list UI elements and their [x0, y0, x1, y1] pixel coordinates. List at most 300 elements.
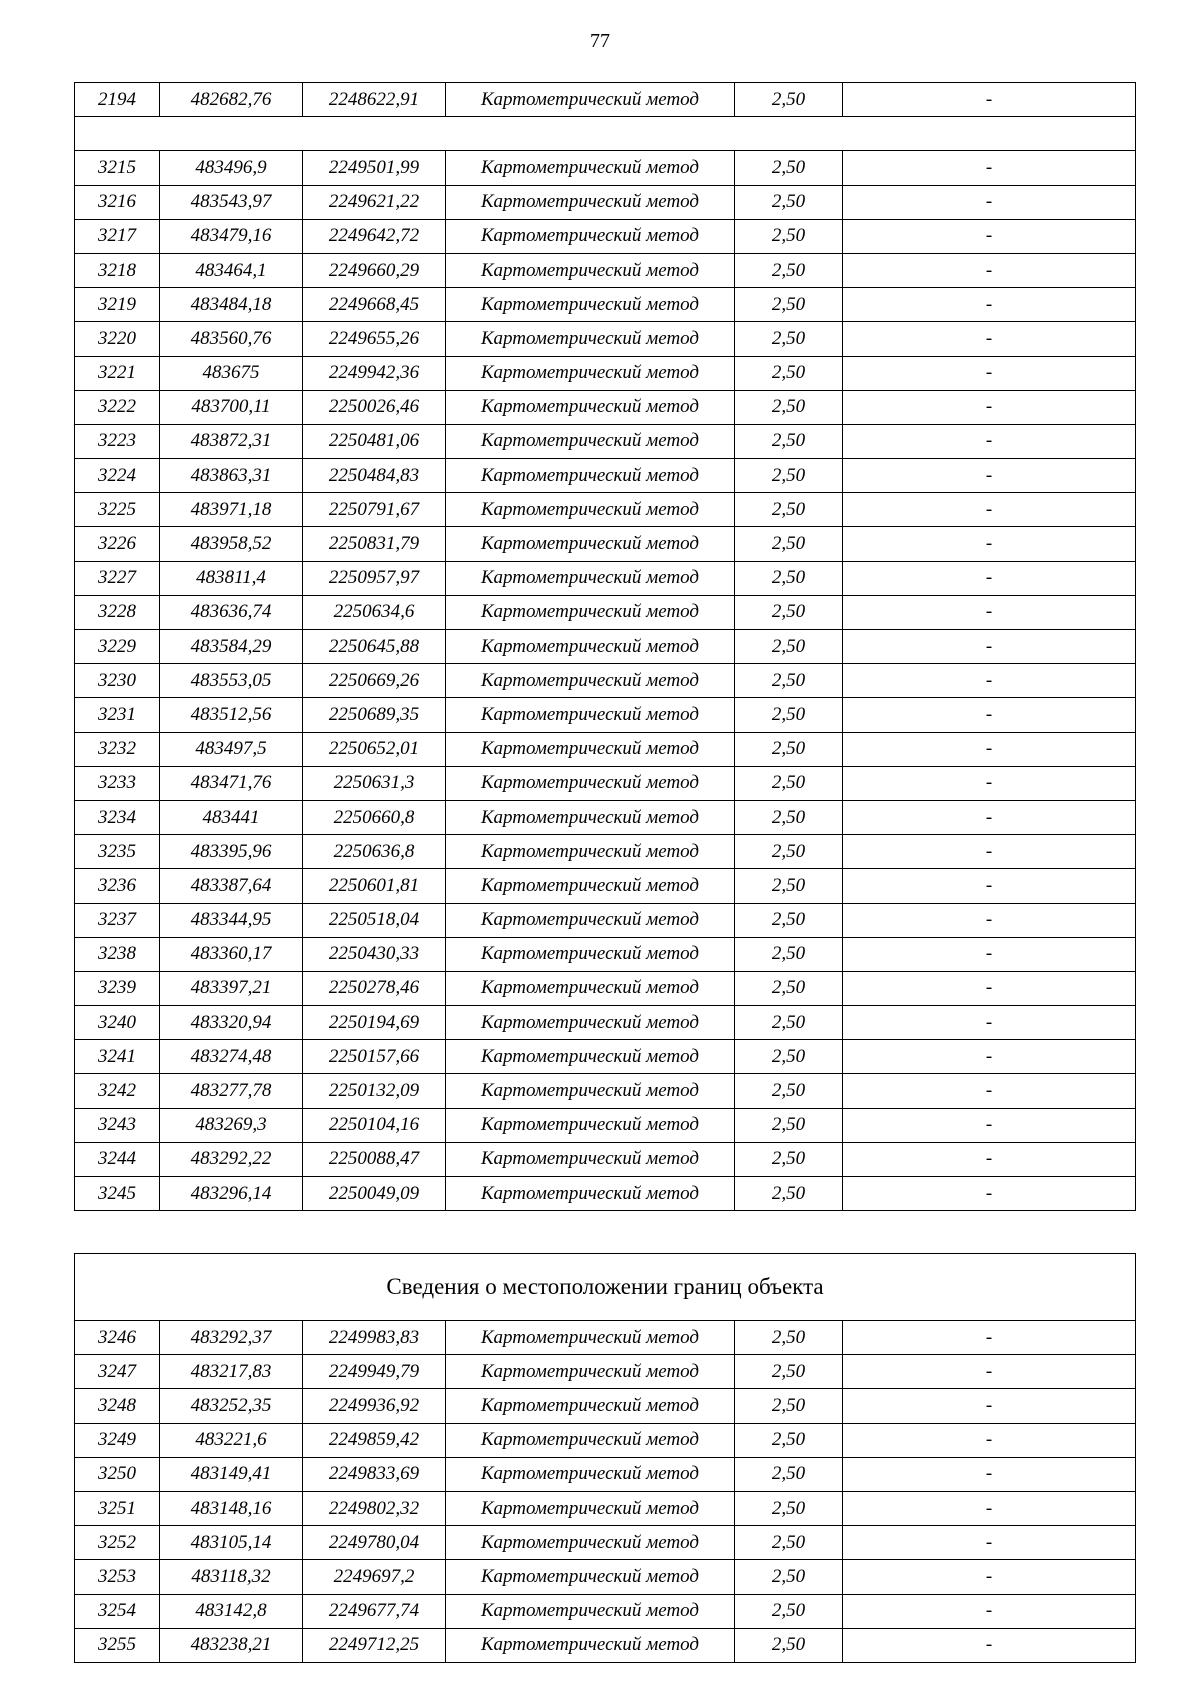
accuracy: 2,50: [735, 595, 843, 629]
note: -: [843, 1423, 1136, 1457]
coord-y: 2249660,29: [303, 253, 446, 287]
coord-x: 483105,14: [160, 1526, 303, 1560]
method: Картометрический метод: [446, 903, 735, 937]
coord-x: 483149,41: [160, 1457, 303, 1491]
note: -: [843, 664, 1136, 698]
coord-x: 483238,21: [160, 1628, 303, 1662]
coord-y: 2249983,83: [303, 1321, 446, 1355]
note: -: [843, 1389, 1136, 1423]
point-number: 3232: [75, 732, 160, 766]
accuracy: 2,50: [735, 527, 843, 561]
method: Картометрический метод: [446, 322, 735, 356]
coord-y: 2250831,79: [303, 527, 446, 561]
note: -: [843, 766, 1136, 800]
accuracy: 2,50: [735, 253, 843, 287]
coord-y: 2249668,45: [303, 288, 446, 322]
method: Картометрический метод: [446, 459, 735, 493]
note: -: [843, 1108, 1136, 1142]
point-number: 3251: [75, 1491, 160, 1525]
coord-x: 483118,32: [160, 1560, 303, 1594]
note: -: [843, 288, 1136, 322]
accuracy: 2,50: [735, 1040, 843, 1074]
point-number: 3218: [75, 253, 160, 287]
coord-x: 483320,94: [160, 1006, 303, 1040]
note: -: [843, 493, 1136, 527]
point-number: 3221: [75, 356, 160, 390]
point-number: 3236: [75, 869, 160, 903]
coord-y: 2250601,81: [303, 869, 446, 903]
coord-y: 2249677,74: [303, 1594, 446, 1628]
table-row: [75, 288, 1136, 322]
method: Картометрический метод: [446, 732, 735, 766]
point-number: 3231: [75, 698, 160, 732]
accuracy: 2,50: [735, 698, 843, 732]
point-number: 3227: [75, 561, 160, 595]
note: -: [843, 1526, 1136, 1560]
method: Картометрический метод: [446, 1040, 735, 1074]
table-row: [75, 83, 1136, 117]
note: -: [843, 561, 1136, 595]
accuracy: 2,50: [735, 766, 843, 800]
point-number: 3247: [75, 1355, 160, 1389]
method: Картометрический метод: [446, 1355, 735, 1389]
note: -: [843, 595, 1136, 629]
accuracy: 2,50: [735, 1074, 843, 1108]
point-number: 3222: [75, 390, 160, 424]
point-number: 3237: [75, 903, 160, 937]
coord-y: 2250660,8: [303, 800, 446, 834]
table-row: [75, 390, 1136, 424]
point-number: 3220: [75, 322, 160, 356]
table-row: [75, 151, 1136, 185]
coord-y: 2249712,25: [303, 1628, 446, 1662]
point-number: 3254: [75, 1594, 160, 1628]
table-row: [75, 664, 1136, 698]
coord-y: 2249949,79: [303, 1355, 446, 1389]
coord-x: 483395,96: [160, 835, 303, 869]
table-row: [75, 595, 1136, 629]
table-row: [75, 937, 1136, 971]
method: Картометрический метод: [446, 1177, 735, 1211]
accuracy: 2,50: [735, 83, 843, 117]
coord-x: 483636,74: [160, 595, 303, 629]
table-row: [75, 903, 1136, 937]
table-row: [75, 1423, 1136, 1457]
note: -: [843, 322, 1136, 356]
coord-y: 2249942,36: [303, 356, 446, 390]
method: Картометрический метод: [446, 151, 735, 185]
point-number: 3240: [75, 1006, 160, 1040]
table-row: [75, 1321, 1136, 1355]
coord-y: 2249936,92: [303, 1389, 446, 1423]
point-number: 3255: [75, 1628, 160, 1662]
method: Картометрический метод: [446, 1423, 735, 1457]
coord-y: 2249697,2: [303, 1560, 446, 1594]
table-row: [75, 1355, 1136, 1389]
note: -: [843, 1006, 1136, 1040]
method: Картометрический метод: [446, 219, 735, 253]
note: -: [843, 1040, 1136, 1074]
table-row: [75, 561, 1136, 595]
note: -: [843, 253, 1136, 287]
table-row: [75, 1074, 1136, 1108]
coord-x: 483872,31: [160, 424, 303, 458]
method: Картометрический метод: [446, 288, 735, 322]
method: Картометрический метод: [446, 561, 735, 595]
table-row: [75, 1526, 1136, 1560]
coord-x: 483479,16: [160, 219, 303, 253]
coord-y: 2250278,46: [303, 971, 446, 1005]
coord-x: 483496,9: [160, 151, 303, 185]
note: -: [843, 1491, 1136, 1525]
point-number: 3246: [75, 1321, 160, 1355]
point-number: 3234: [75, 800, 160, 834]
coord-x: 483560,76: [160, 322, 303, 356]
table-row: [75, 1560, 1136, 1594]
coord-x: 483360,17: [160, 937, 303, 971]
method: Картометрический метод: [446, 1594, 735, 1628]
accuracy: 2,50: [735, 903, 843, 937]
coord-x: 483512,56: [160, 698, 303, 732]
accuracy: 2,50: [735, 1355, 843, 1389]
coord-x: 483464,1: [160, 253, 303, 287]
method: Картометрический метод: [446, 1074, 735, 1108]
blank-cell: [75, 117, 1136, 151]
coord-y: 2250484,83: [303, 459, 446, 493]
table-row: [75, 493, 1136, 527]
accuracy: 2,50: [735, 1006, 843, 1040]
coord-y: 2250652,01: [303, 732, 446, 766]
coord-y: 2249621,22: [303, 185, 446, 219]
coord-x: 483269,3: [160, 1108, 303, 1142]
note: -: [843, 869, 1136, 903]
accuracy: 2,50: [735, 1142, 843, 1176]
coord-x: 483217,83: [160, 1355, 303, 1389]
point-number: 3226: [75, 527, 160, 561]
table-row: [75, 835, 1136, 869]
table-row: [75, 424, 1136, 458]
point-number: 3233: [75, 766, 160, 800]
note: -: [843, 1321, 1136, 1355]
section-title-row: [75, 1254, 1136, 1321]
point-number: 3243: [75, 1108, 160, 1142]
coord-y: 2250194,69: [303, 1006, 446, 1040]
coord-x: 483958,52: [160, 527, 303, 561]
point-number: 3244: [75, 1142, 160, 1176]
method: Картометрический метод: [446, 869, 735, 903]
accuracy: 2,50: [735, 971, 843, 1005]
section-title: Сведения о местоположении границ объекта: [75, 1254, 1136, 1321]
method: Картометрический метод: [446, 185, 735, 219]
coord-x: 483584,29: [160, 630, 303, 664]
method: Картометрический метод: [446, 1006, 735, 1040]
coord-y: 2250049,09: [303, 1177, 446, 1211]
note: -: [843, 527, 1136, 561]
accuracy: 2,50: [735, 390, 843, 424]
accuracy: 2,50: [735, 630, 843, 664]
coord-x: 483441: [160, 800, 303, 834]
accuracy: 2,50: [735, 1457, 843, 1491]
note: -: [843, 937, 1136, 971]
coordinates-table-2: [74, 1253, 1136, 1663]
method: Картометрический метод: [446, 1457, 735, 1491]
table-row: [75, 630, 1136, 664]
coord-y: 2249833,69: [303, 1457, 446, 1491]
coord-x: 483277,78: [160, 1074, 303, 1108]
method: Картометрический метод: [446, 835, 735, 869]
coord-y: 2249501,99: [303, 151, 446, 185]
point-number: 3217: [75, 219, 160, 253]
method: Картометрический метод: [446, 766, 735, 800]
accuracy: 2,50: [735, 937, 843, 971]
table-row: [75, 185, 1136, 219]
method: Картометрический метод: [446, 937, 735, 971]
accuracy: 2,50: [735, 1628, 843, 1662]
point-number: 3242: [75, 1074, 160, 1108]
point-number: 3248: [75, 1389, 160, 1423]
note: -: [843, 1074, 1136, 1108]
coord-y: 2250791,67: [303, 493, 446, 527]
method: Картометрический метод: [446, 1142, 735, 1176]
coord-y: 2250957,97: [303, 561, 446, 595]
coord-y: 2249802,32: [303, 1491, 446, 1525]
coord-y: 2250104,16: [303, 1108, 446, 1142]
coord-x: 483700,11: [160, 390, 303, 424]
coord-x: 483142,8: [160, 1594, 303, 1628]
point-number: 3216: [75, 185, 160, 219]
table-row: [75, 1594, 1136, 1628]
note: -: [843, 903, 1136, 937]
accuracy: 2,50: [735, 1560, 843, 1594]
note: -: [843, 732, 1136, 766]
accuracy: 2,50: [735, 219, 843, 253]
note: -: [843, 800, 1136, 834]
table-row: [75, 1457, 1136, 1491]
table-row: [75, 322, 1136, 356]
coord-x: 482682,76: [160, 83, 303, 117]
note: -: [843, 1177, 1136, 1211]
coord-x: 483221,6: [160, 1423, 303, 1457]
note: -: [843, 219, 1136, 253]
note: -: [843, 83, 1136, 117]
note: -: [843, 630, 1136, 664]
note: -: [843, 1594, 1136, 1628]
accuracy: 2,50: [735, 151, 843, 185]
coord-x: 483971,18: [160, 493, 303, 527]
point-number: 3250: [75, 1457, 160, 1491]
coord-x: 483675: [160, 356, 303, 390]
table-row: [75, 732, 1136, 766]
accuracy: 2,50: [735, 459, 843, 493]
blank-row: [75, 117, 1136, 151]
accuracy: 2,50: [735, 356, 843, 390]
method: Картометрический метод: [446, 800, 735, 834]
table-row: [75, 459, 1136, 493]
coord-y: 2250669,26: [303, 664, 446, 698]
coord-x: 483292,22: [160, 1142, 303, 1176]
coord-x: 483543,97: [160, 185, 303, 219]
accuracy: 2,50: [735, 1321, 843, 1355]
table-row: [75, 1108, 1136, 1142]
point-number: 3239: [75, 971, 160, 1005]
point-number: 3235: [75, 835, 160, 869]
page-number: 77: [590, 30, 610, 52]
note: -: [843, 1560, 1136, 1594]
coordinates-table-1: [74, 82, 1136, 1211]
coord-y: 2250132,09: [303, 1074, 446, 1108]
note: -: [843, 185, 1136, 219]
point-number: 3219: [75, 288, 160, 322]
point-number: 3224: [75, 459, 160, 493]
coord-x: 483387,64: [160, 869, 303, 903]
method: Картометрический метод: [446, 1560, 735, 1594]
table-row: [75, 766, 1136, 800]
accuracy: 2,50: [735, 322, 843, 356]
table-row: [75, 356, 1136, 390]
method: Картометрический метод: [446, 83, 735, 117]
point-number: 3225: [75, 493, 160, 527]
coord-x: 483863,31: [160, 459, 303, 493]
point-number: 3229: [75, 630, 160, 664]
point-number: 3249: [75, 1423, 160, 1457]
accuracy: 2,50: [735, 800, 843, 834]
method: Картометрический метод: [446, 253, 735, 287]
accuracy: 2,50: [735, 1423, 843, 1457]
accuracy: 2,50: [735, 732, 843, 766]
point-number: 2194: [75, 83, 160, 117]
coord-y: 2250636,8: [303, 835, 446, 869]
note: -: [843, 151, 1136, 185]
note: -: [843, 698, 1136, 732]
coord-x: 483344,95: [160, 903, 303, 937]
coord-x: 483484,18: [160, 288, 303, 322]
method: Картометрический метод: [446, 1321, 735, 1355]
note: -: [843, 1355, 1136, 1389]
method: Картометрический метод: [446, 1389, 735, 1423]
table-row: [75, 253, 1136, 287]
method: Картометрический метод: [446, 971, 735, 1005]
coord-y: 2248622,91: [303, 83, 446, 117]
coord-y: 2250157,66: [303, 1040, 446, 1074]
note: -: [843, 356, 1136, 390]
coord-x: 483553,05: [160, 664, 303, 698]
accuracy: 2,50: [735, 493, 843, 527]
note: -: [843, 1142, 1136, 1176]
accuracy: 2,50: [735, 664, 843, 698]
coord-y: 2250481,06: [303, 424, 446, 458]
accuracy: 2,50: [735, 288, 843, 322]
coord-y: 2250088,47: [303, 1142, 446, 1176]
coord-x: 483148,16: [160, 1491, 303, 1525]
point-number: 3215: [75, 151, 160, 185]
accuracy: 2,50: [735, 1389, 843, 1423]
coord-x: 483471,76: [160, 766, 303, 800]
coord-y: 2250631,3: [303, 766, 446, 800]
method: Картометрический метод: [446, 1628, 735, 1662]
accuracy: 2,50: [735, 185, 843, 219]
accuracy: 2,50: [735, 1594, 843, 1628]
note: -: [843, 459, 1136, 493]
method: Картометрический метод: [446, 1526, 735, 1560]
coord-x: 483296,14: [160, 1177, 303, 1211]
point-number: 3228: [75, 595, 160, 629]
table-row: [75, 800, 1136, 834]
coord-y: 2249780,04: [303, 1526, 446, 1560]
table-row: [75, 869, 1136, 903]
accuracy: 2,50: [735, 1526, 843, 1560]
note: -: [843, 424, 1136, 458]
method: Картометрический метод: [446, 595, 735, 629]
table-row: [75, 1491, 1136, 1525]
accuracy: 2,50: [735, 835, 843, 869]
table-row: [75, 698, 1136, 732]
coord-x: 483497,5: [160, 732, 303, 766]
method: Картометрический метод: [446, 390, 735, 424]
coord-y: 2249859,42: [303, 1423, 446, 1457]
accuracy: 2,50: [735, 1108, 843, 1142]
method: Картометрический метод: [446, 527, 735, 561]
coord-x: 483292,37: [160, 1321, 303, 1355]
table-row: [75, 1040, 1136, 1074]
table-row: [75, 1177, 1136, 1211]
accuracy: 2,50: [735, 424, 843, 458]
table-row: [75, 1628, 1136, 1662]
method: Картометрический метод: [446, 1108, 735, 1142]
note: -: [843, 390, 1136, 424]
point-number: 3253: [75, 1560, 160, 1594]
point-number: 3241: [75, 1040, 160, 1074]
method: Картометрический метод: [446, 356, 735, 390]
point-number: 3245: [75, 1177, 160, 1211]
coord-y: 2249655,26: [303, 322, 446, 356]
accuracy: 2,50: [735, 869, 843, 903]
note: -: [843, 971, 1136, 1005]
method: Картометрический метод: [446, 630, 735, 664]
table-row: [75, 1142, 1136, 1176]
coord-x: 483397,21: [160, 971, 303, 1005]
table-row: [75, 219, 1136, 253]
note: -: [843, 1628, 1136, 1662]
accuracy: 2,50: [735, 561, 843, 595]
coord-y: 2250689,35: [303, 698, 446, 732]
coord-y: 2249642,72: [303, 219, 446, 253]
point-number: 3230: [75, 664, 160, 698]
point-number: 3252: [75, 1526, 160, 1560]
accuracy: 2,50: [735, 1177, 843, 1211]
accuracy: 2,50: [735, 1491, 843, 1525]
note: -: [843, 1457, 1136, 1491]
point-number: 3223: [75, 424, 160, 458]
table-row: [75, 1389, 1136, 1423]
table-row: [75, 1006, 1136, 1040]
point-number: 3238: [75, 937, 160, 971]
coord-x: 483274,48: [160, 1040, 303, 1074]
method: Картометрический метод: [446, 698, 735, 732]
coord-x: 483252,35: [160, 1389, 303, 1423]
note: -: [843, 835, 1136, 869]
coord-x: 483811,4: [160, 561, 303, 595]
coord-y: 2250430,33: [303, 937, 446, 971]
table-row: [75, 527, 1136, 561]
coord-y: 2250518,04: [303, 903, 446, 937]
table-row: [75, 971, 1136, 1005]
method: Картометрический метод: [446, 493, 735, 527]
coord-y: 2250026,46: [303, 390, 446, 424]
method: Картометрический метод: [446, 664, 735, 698]
coord-y: 2250634,6: [303, 595, 446, 629]
method: Картометрический метод: [446, 424, 735, 458]
coord-y: 2250645,88: [303, 630, 446, 664]
